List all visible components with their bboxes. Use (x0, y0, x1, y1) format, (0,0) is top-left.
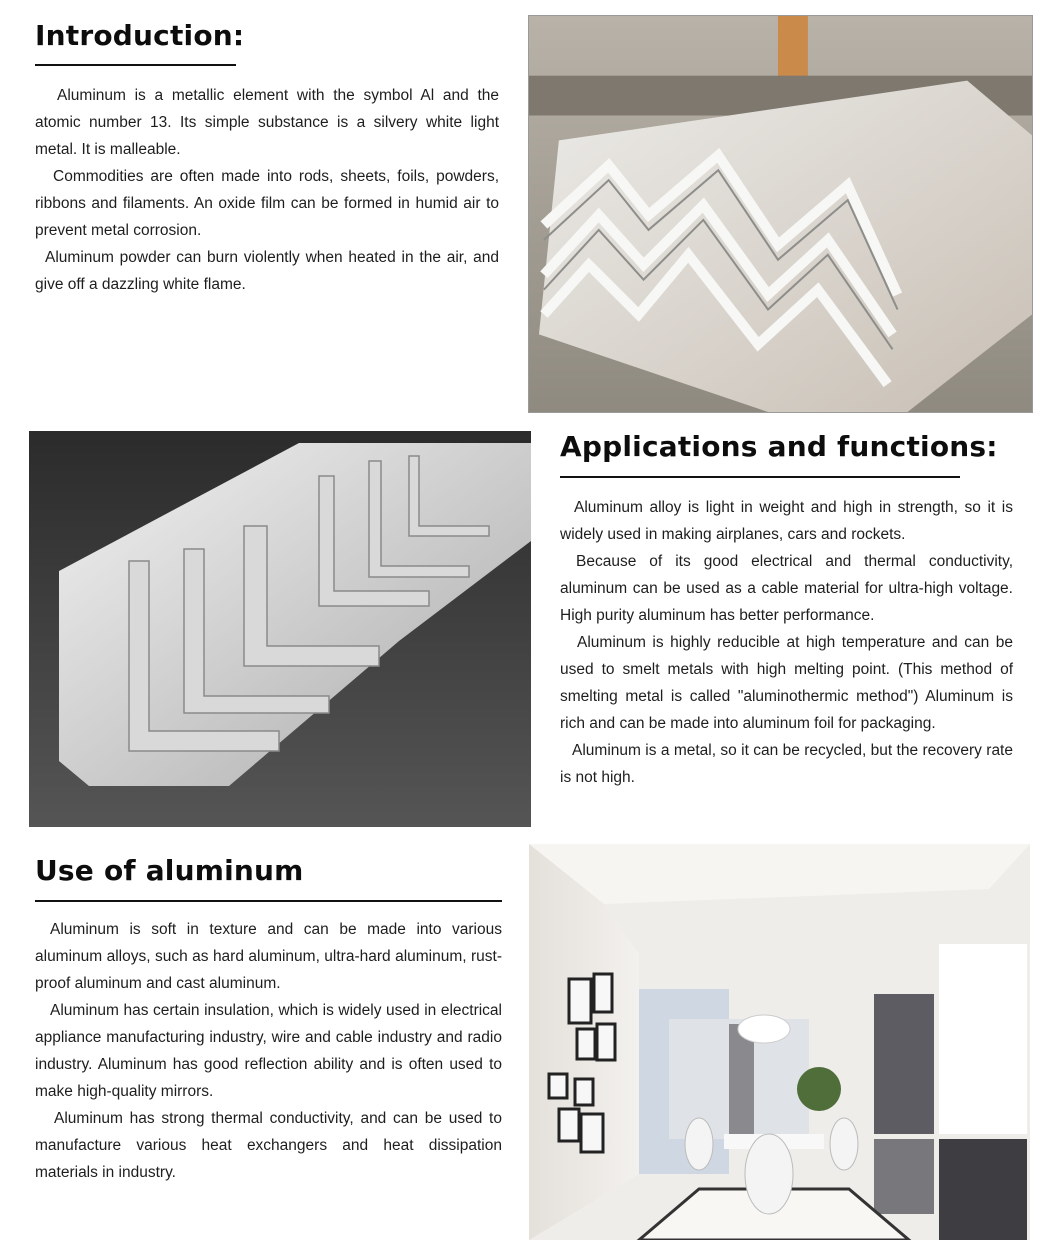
section-body (560, 494, 1013, 791)
applications-section (560, 430, 1013, 791)
section-heading: Applications and functions: (560, 430, 998, 463)
section-heading: Use of aluminum (35, 854, 304, 887)
paragraph: Aluminum has strong thermal conductivity, and can be used to manufacture various heat exchangers and heat dissipation materials in industry. (35, 1109, 502, 1181)
paragraph: Aluminum powder can burn violently when heated in the air, and give off a dazzling white flame. (35, 248, 499, 293)
paragraph: Aluminum is a metallic element with the symbol Al and the atomic number 13. Its simple substance is a silvery white light metal. It is malleable. (35, 86, 499, 158)
paragraph: Aluminum is soft in texture and can be made into various aluminum alloys, such as hard aluminum, ultra-hard aluminum, rust-proof aluminum and cast aluminum. (35, 920, 502, 992)
paragraph: Aluminum is highly reducible at high temperature and can be used to smelt metals with high melting point. (This method of smelting metal is called "aluminothermic method") Aluminum is rich and can be made into aluminum foil for packaging. (560, 633, 1013, 732)
paragraph: Because of its good electrical and thermal conductivity, aluminum can be used as a cable material for ultra-high voltage. High purity aluminum has better performance. (560, 552, 1013, 624)
aluminum-angle-profiles-photo (29, 431, 531, 827)
heading-divider (560, 476, 960, 478)
paragraph: Aluminum alloy is light in weight and high in strength, so it is widely used in making airplanes, cars and rockets. (560, 498, 1013, 543)
section-body (35, 916, 502, 1186)
section-body (35, 82, 499, 298)
dining-room-interior-photo (529, 844, 1030, 1240)
paragraph: Aluminum has certain insulation, which is widely used in electrical appliance manufacturing industry, wire and cable industry and radio industry. Aluminum has good reflection ability and is often used to make high-quality mirrors. (35, 1001, 502, 1100)
paragraph: Commodities are often made into rods, sheets, foils, powders, ribbons and filaments. An oxide film can be formed in humid air to prevent metal corrosion. (35, 167, 499, 239)
heading-divider (35, 900, 502, 902)
use-section (35, 854, 502, 1186)
introduction-section (35, 19, 499, 298)
heading-divider (35, 64, 236, 66)
aluminum-angle-bars-photo (528, 15, 1033, 413)
paragraph: Aluminum is a metal, so it can be recycled, but the recovery rate is not high. (560, 741, 1013, 786)
section-heading: Introduction: (35, 19, 245, 52)
